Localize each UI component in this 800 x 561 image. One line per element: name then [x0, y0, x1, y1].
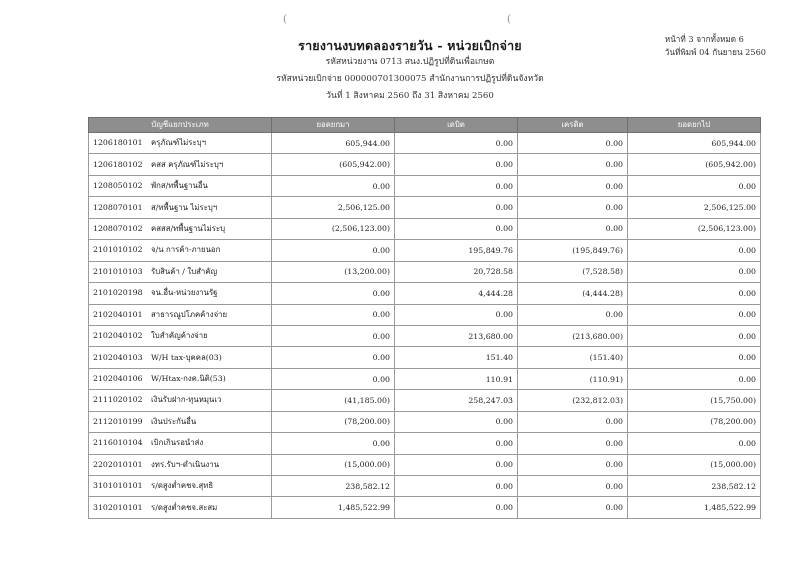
account-code: 2102040106: [93, 374, 143, 384]
account-cell: [89, 154, 272, 175]
print-date: วันที่พิมพ์ 04 กันยายน 2560: [664, 47, 766, 57]
credit-amount: 0.00: [518, 454, 628, 475]
closing-amount: 0.00: [628, 304, 761, 325]
account-name: จน.อื่น-หน่วยงานรัฐ: [151, 288, 218, 298]
opening-amount: (2,506,123.00): [272, 218, 395, 239]
debit-amount: 0.00: [395, 433, 518, 454]
account-cell: [89, 133, 272, 154]
credit-amount: (110.91): [518, 368, 628, 389]
credit-amount: 0.00: [518, 154, 628, 175]
closing-amount: (15,750.00): [628, 390, 761, 411]
opening-amount: 0.00: [272, 240, 395, 261]
account-name: W/H tax-บุคคล(03): [151, 352, 222, 362]
table-row: [89, 411, 761, 432]
account-code: 1208070101: [93, 202, 143, 212]
account-code: 2101010102: [93, 245, 143, 255]
table-body: [89, 133, 761, 519]
account-name: จ/น การค้า-ภายนอก: [151, 245, 221, 255]
closing-amount: 0.00: [628, 347, 761, 368]
debit-amount: 213,680.00: [395, 325, 518, 346]
page-number: หน้าที่ 3 จากทั้งหมด 6: [664, 34, 744, 44]
debit-amount: 258,247.03: [395, 390, 518, 411]
account-name: คสสส/ทพื้นฐานไม่ระบุ: [151, 223, 226, 233]
account-cell: [89, 368, 272, 389]
closing-amount: 0.00: [628, 261, 761, 282]
account-code: 2101010103: [93, 266, 143, 276]
debit-amount: 0.00: [395, 304, 518, 325]
table-row: [89, 390, 761, 411]
account-name: ใบสำคัญค้างจ่าย: [151, 331, 208, 341]
account-name: W/Htax-กงค.นิติ(53): [151, 374, 226, 384]
account-cell: [89, 261, 272, 282]
credit-amount: 0.00: [518, 497, 628, 518]
closing-amount: 2,506,125.00: [628, 197, 761, 218]
account-code: 2102040103: [93, 352, 143, 362]
account-name: ส/ทพื้นฐาน ไม่ระบุฯ: [151, 202, 218, 212]
agency-line: รหัสหน่วยงาน 0713 สนง.ปฏิรูปที่ดินเพื่อเกษต: [325, 57, 495, 67]
table-row: [89, 368, 761, 389]
opening-amount: (78,200.00): [272, 411, 395, 432]
credit-amount: 0.00: [518, 411, 628, 432]
credit-amount: 0.00: [518, 133, 628, 154]
table-row: [89, 261, 761, 282]
account-cell: [89, 218, 272, 239]
debit-amount: 0.00: [395, 497, 518, 518]
account-code: 2116010104: [93, 438, 143, 448]
column-header-account: บัญชีแยกประเภท: [89, 118, 272, 133]
account-code: 2112010199: [93, 416, 143, 426]
credit-amount: (7,528.58): [518, 261, 628, 282]
table-row: [89, 433, 761, 454]
punch-hole-mark: (: [507, 14, 511, 25]
closing-amount: (78,200.00): [628, 411, 761, 432]
column-header-credit: เครดิต: [518, 118, 628, 133]
opening-amount: 0.00: [272, 283, 395, 304]
table-row: [89, 133, 761, 154]
credit-amount: (232,812.03): [518, 390, 628, 411]
closing-amount: 0.00: [628, 283, 761, 304]
account-name: พักส/ทพื้นฐานอื่น: [151, 181, 208, 191]
account-name: ร/ดสูงต่ำคชจ.สุทธิ: [151, 481, 214, 491]
opening-amount: 0.00: [272, 347, 395, 368]
closing-amount: 0.00: [628, 368, 761, 389]
account-name: รับสินค้า / ใบสำคัญ: [151, 266, 218, 276]
credit-amount: 0.00: [518, 218, 628, 239]
debit-amount: 151.40: [395, 347, 518, 368]
trial-balance-table: [88, 117, 761, 519]
closing-amount: 0.00: [628, 175, 761, 196]
credit-amount: 0.00: [518, 197, 628, 218]
opening-amount: 0.00: [272, 304, 395, 325]
disbursement-unit-line: รหัสหน่วยเบิกจ่าย 000000701300075 สำนักงานการปฏิรูปที่ดินจังหวัด: [276, 74, 544, 84]
account-name: ร/ดสูงต่ำคชจ.สะสม: [151, 502, 218, 512]
debit-amount: 0.00: [395, 197, 518, 218]
closing-amount: (605,942.00): [628, 154, 761, 175]
opening-amount: 2,506,125.00: [272, 197, 395, 218]
date-range-line: วันที่ 1 สิงหาคม 2560 ถึง 31 สิงหาคม 2560: [326, 91, 494, 101]
opening-amount: 0.00: [272, 325, 395, 346]
debit-amount: 20,728.58: [395, 261, 518, 282]
page-info: [665, 33, 766, 59]
account-cell: [89, 304, 272, 325]
opening-amount: (41,185.00): [272, 390, 395, 411]
debit-amount: 0.00: [395, 476, 518, 497]
table-row: [89, 240, 761, 261]
debit-amount: 4,444.28: [395, 283, 518, 304]
debit-amount: 0.00: [395, 454, 518, 475]
account-name: คสส ครุภัณฑ์ไม่ระบุฯ: [151, 159, 224, 169]
opening-amount: 238,582.12: [272, 476, 395, 497]
account-cell: [89, 454, 272, 475]
debit-amount: 0.00: [395, 175, 518, 196]
opening-amount: 0.00: [272, 175, 395, 196]
account-code: 2102040102: [93, 331, 143, 341]
report-title: รายงานงบทดลองรายวัน - หน่วยเบิกจ่าย: [298, 38, 522, 53]
credit-amount: (151.40): [518, 347, 628, 368]
opening-amount: (605,942.00): [272, 154, 395, 175]
credit-amount: (195,849.76): [518, 240, 628, 261]
credit-amount: 0.00: [518, 175, 628, 196]
punch-hole-mark: (: [283, 14, 287, 25]
account-cell: [89, 283, 272, 304]
debit-amount: 110.91: [395, 368, 518, 389]
account-code: 3101010101: [93, 481, 143, 491]
table-row: [89, 175, 761, 196]
opening-amount: (15,000.00): [272, 454, 395, 475]
closing-amount: 0.00: [628, 240, 761, 261]
closing-amount: 238,582.12: [628, 476, 761, 497]
table-row: [89, 325, 761, 346]
account-name: เงินรับฝาก-ทุนหมุนเว: [151, 395, 222, 405]
closing-amount: 1,485,522.99: [628, 497, 761, 518]
account-name: งทร.รับฯ-ดำเนินงาน: [151, 459, 220, 469]
account-code: 2202010101: [93, 459, 143, 469]
table-row: [89, 476, 761, 497]
account-code: 2101020198: [93, 288, 143, 298]
debit-amount: 0.00: [395, 154, 518, 175]
account-cell: [89, 240, 272, 261]
table-row: [89, 347, 761, 368]
account-name: ครุภัณฑ์ไม่ระบุฯ: [151, 138, 207, 148]
debit-amount: 0.00: [395, 218, 518, 239]
opening-amount: 605,944.00: [272, 133, 395, 154]
debit-amount: 195,849.76: [395, 240, 518, 261]
account-cell: [89, 347, 272, 368]
account-code: 2111020102: [93, 395, 143, 405]
credit-amount: 0.00: [518, 476, 628, 497]
account-code: 1206180101: [93, 138, 143, 148]
table-row: [89, 497, 761, 518]
credit-amount: 0.00: [518, 304, 628, 325]
account-cell: [89, 497, 272, 518]
debit-amount: 0.00: [395, 411, 518, 432]
credit-amount: 0.00: [518, 433, 628, 454]
account-cell: [89, 175, 272, 196]
debit-amount: 0.00: [395, 133, 518, 154]
closing-amount: 0.00: [628, 433, 761, 454]
account-cell: [89, 433, 272, 454]
credit-amount: (213,680.00): [518, 325, 628, 346]
account-name: เงินประกันอื่น: [151, 416, 197, 426]
account-name: เบิกเกินรอนำส่ง: [151, 438, 204, 448]
table-row: [89, 154, 761, 175]
account-cell: [89, 197, 272, 218]
account-code: 1208050102: [93, 181, 143, 191]
account-name: สาธารณูปโภคค้างจ่าย: [151, 309, 228, 319]
account-cell: [89, 411, 272, 432]
account-code: 3102010101: [93, 502, 143, 512]
closing-amount: 605,944.00: [628, 133, 761, 154]
opening-amount: (13,200.00): [272, 261, 395, 282]
table-row: [89, 304, 761, 325]
account-code: 2102040101: [93, 309, 143, 319]
table-row: [89, 283, 761, 304]
table-header-row: [89, 118, 761, 133]
column-header-opening: ยอดยกมา: [272, 118, 395, 133]
table-row: [89, 197, 761, 218]
credit-amount: (4,444.28): [518, 283, 628, 304]
account-cell: [89, 476, 272, 497]
account-cell: [89, 325, 272, 346]
column-header-debit: เดบิต: [395, 118, 518, 133]
account-code: 1206180102: [93, 159, 143, 169]
opening-amount: 1,485,522.99: [272, 497, 395, 518]
closing-amount: 0.00: [628, 325, 761, 346]
account-cell: [89, 390, 272, 411]
table-row: [89, 218, 761, 239]
column-header-closing: ยอดยกไป: [628, 118, 761, 133]
closing-amount: (2,506,123.00): [628, 218, 761, 239]
table-row: [89, 454, 761, 475]
opening-amount: 0.00: [272, 368, 395, 389]
closing-amount: (15,000.00): [628, 454, 761, 475]
opening-amount: 0.00: [272, 433, 395, 454]
account-code: 1208070102: [93, 223, 143, 233]
